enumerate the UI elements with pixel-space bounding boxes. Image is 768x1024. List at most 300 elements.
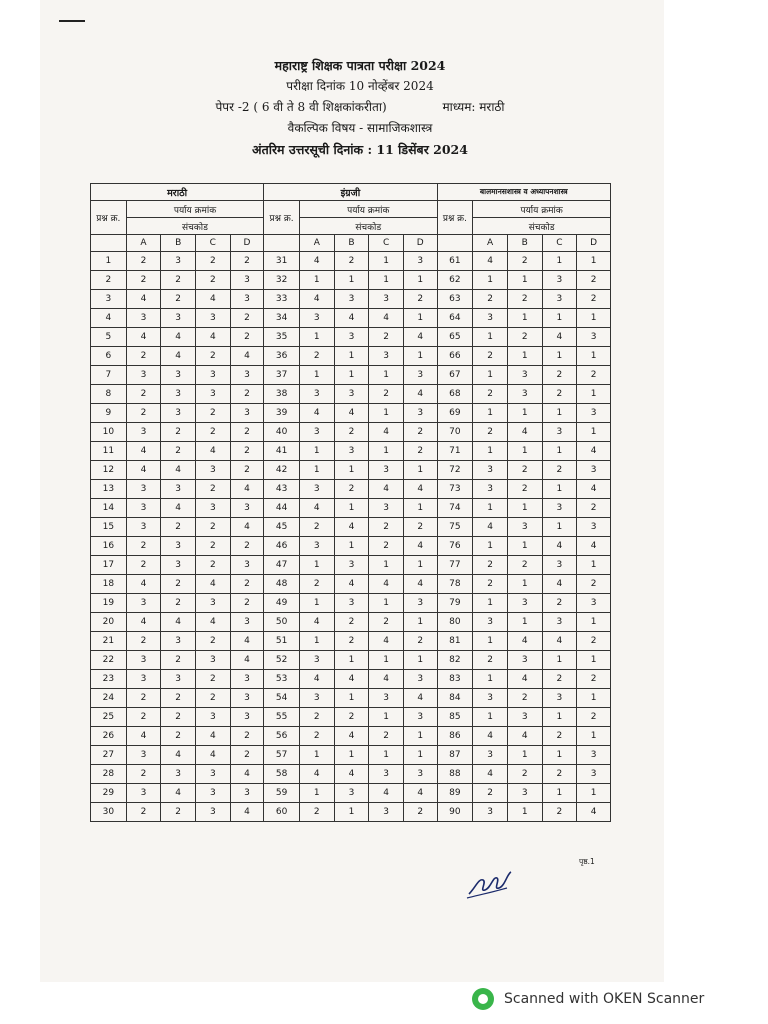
answer-cell: 2 [126,556,161,575]
answer-cell: 3 [334,442,369,461]
answer-cell: 2 [473,556,508,575]
answer-cell: 1 [334,347,369,366]
answer-cell: 2 [577,708,611,727]
answer-cell: 3 [542,689,577,708]
answer-cell: 1 [473,271,508,290]
question-number-cell: 47 [264,556,300,575]
answer-cell: 2 [577,670,611,689]
answer-cell: 2 [161,518,196,537]
answer-cell: 3 [473,803,508,822]
answer-cell: 1 [507,803,542,822]
table-row [91,670,611,689]
answer-cell: 1 [542,252,577,271]
answer-cell: 2 [126,252,161,271]
answer-cell: 3 [299,423,334,442]
question-number-cell: 28 [91,765,127,784]
question-number-cell: 35 [264,328,300,347]
question-number-cell: 39 [264,404,300,423]
answer-cell: 3 [369,461,404,480]
answer-cell: 2 [230,537,264,556]
answer-cell: 2 [230,309,264,328]
answer-cell: 1 [299,632,334,651]
question-number-cell: 56 [264,727,300,746]
answer-cell: 3 [230,404,264,423]
answer-cell: 3 [126,670,161,689]
table-row [91,556,611,575]
question-number-cell: 64 [437,309,473,328]
answer-cell: 3 [369,290,404,309]
answer-cell: 2 [542,670,577,689]
answer-cell: 3 [334,290,369,309]
answer-cell: 2 [161,423,196,442]
answer-cell: 3 [473,689,508,708]
answer-cell: 2 [230,746,264,765]
answer-cell: 2 [577,499,611,518]
answer-cell: 2 [195,537,230,556]
answer-cell: 1 [577,689,611,708]
answer-cell: 4 [473,727,508,746]
answer-cell: 2 [195,670,230,689]
question-number-cell: 48 [264,575,300,594]
question-number-cell: 66 [437,347,473,366]
question-number-cell: 16 [91,537,127,556]
answer-cell: 3 [299,480,334,499]
answer-cell: 4 [126,442,161,461]
answer-cell: 1 [473,442,508,461]
answer-cell: 4 [126,575,161,594]
answer-cell: 2 [195,632,230,651]
answer-cell: 3 [230,689,264,708]
question-number-cell: 22 [91,651,127,670]
table-header [91,184,611,252]
answer-cell: 2 [369,385,404,404]
answer-cell: 4 [473,252,508,271]
table-row [91,252,611,271]
answer-cell: 1 [577,347,611,366]
table-row [91,347,611,366]
table-row [91,613,611,632]
answer-cell: 3 [403,366,437,385]
question-number-cell: 50 [264,613,300,632]
answer-cell: 2 [542,803,577,822]
question-number-cell: 59 [264,784,300,803]
answer-cell: 3 [126,499,161,518]
question-number-cell: 46 [264,537,300,556]
answer-cell: 3 [299,537,334,556]
answer-cell: 1 [577,784,611,803]
code-header-b: B [161,235,196,252]
question-number-cell: 82 [437,651,473,670]
answer-cell: 1 [542,746,577,765]
answer-cell: 3 [230,708,264,727]
answer-cell: 1 [507,575,542,594]
table-row [91,271,611,290]
answer-cell: 4 [195,290,230,309]
answer-cell: 3 [403,252,437,271]
table-row [91,575,611,594]
table-row [91,423,611,442]
answer-cell: 1 [403,499,437,518]
answer-cell: 1 [403,271,437,290]
table-row [91,499,611,518]
answer-cell: 2 [507,480,542,499]
answer-cell: 4 [230,651,264,670]
answer-cell: 2 [473,651,508,670]
answer-cell: 1 [334,651,369,670]
answer-cell: 3 [126,784,161,803]
answer-cell: 2 [507,290,542,309]
question-number-cell: 74 [437,499,473,518]
answer-cell: 2 [126,271,161,290]
answer-cell: 3 [195,309,230,328]
option-number-header: पर्याय क्रमांक [126,201,264,218]
question-number-cell: 33 [264,290,300,309]
answer-cell: 4 [161,499,196,518]
answer-cell: 2 [195,423,230,442]
answer-cell: 4 [161,613,196,632]
question-number-cell: 32 [264,271,300,290]
answer-cell: 3 [195,594,230,613]
question-number-cell: 68 [437,385,473,404]
answer-cell: 1 [369,746,404,765]
question-number-cell: 49 [264,594,300,613]
answer-cell: 1 [542,784,577,803]
set-code-header: संचकोड [473,218,611,235]
answer-cell: 3 [542,613,577,632]
table-row [91,765,611,784]
scanner-watermark [472,988,704,1010]
question-number-cell: 57 [264,746,300,765]
table-row [91,632,611,651]
question-number-cell: 20 [91,613,127,632]
answer-cell: 1 [473,594,508,613]
answer-cell: 3 [369,689,404,708]
answer-cell: 3 [403,404,437,423]
answer-cell: 2 [542,765,577,784]
answer-cell: 3 [195,803,230,822]
code-header-d: D [577,235,611,252]
answer-cell: 2 [299,708,334,727]
code-header-b: B [334,235,369,252]
question-number-cell: 43 [264,480,300,499]
answer-cell: 4 [230,765,264,784]
answer-cell: 1 [299,442,334,461]
answer-cell: 4 [369,575,404,594]
answer-cell: 3 [299,385,334,404]
answer-cell: 4 [369,423,404,442]
answer-cell: 2 [161,442,196,461]
answer-cell: 4 [126,727,161,746]
answer-cell: 2 [473,575,508,594]
answer-cell: 2 [403,442,437,461]
answer-cell: 2 [161,727,196,746]
answer-cell: 1 [542,480,577,499]
answer-cell: 3 [507,366,542,385]
answer-cell: 3 [507,708,542,727]
question-number-cell: 85 [437,708,473,727]
answer-cell: 2 [403,423,437,442]
answer-cell: 3 [161,765,196,784]
table-body [91,252,611,822]
table-row [91,537,611,556]
question-number-cell: 44 [264,499,300,518]
answer-cell: 2 [195,689,230,708]
answer-cell: 3 [161,385,196,404]
answer-cell: 4 [403,689,437,708]
answer-cell: 3 [334,784,369,803]
answer-cell: 1 [473,499,508,518]
answer-cell: 1 [369,252,404,271]
answer-cell: 2 [507,689,542,708]
answer-cell: 4 [299,252,334,271]
answer-cell: 3 [161,252,196,271]
code-header-a: A [299,235,334,252]
answer-cell: 3 [473,309,508,328]
answer-cell: 1 [369,708,404,727]
answer-cell: 2 [507,765,542,784]
answer-cell: 1 [299,271,334,290]
table-row [91,803,611,822]
answer-cell: 4 [126,613,161,632]
answer-cell: 3 [369,347,404,366]
table-row [91,442,611,461]
margin-dash-mark [59,20,85,22]
answer-cell: 2 [126,765,161,784]
answer-cell: 2 [299,347,334,366]
question-number-cell: 63 [437,290,473,309]
answer-cell: 1 [507,442,542,461]
answer-cell: 4 [369,784,404,803]
answer-cell: 1 [403,347,437,366]
table-row [91,385,611,404]
answer-cell: 1 [507,404,542,423]
answer-cell: 4 [230,803,264,822]
question-number-cell: 88 [437,765,473,784]
paper-medium-line [90,97,630,118]
section-english: इंग्रजी [264,184,437,201]
answer-cell: 1 [334,803,369,822]
answer-cell: 4 [369,309,404,328]
answer-cell: 1 [542,404,577,423]
answer-cell: 4 [334,309,369,328]
answer-cell: 1 [403,309,437,328]
answer-cell: 2 [577,290,611,309]
answer-cell: 2 [126,347,161,366]
answer-cell: 1 [334,689,369,708]
answer-cell: 3 [126,651,161,670]
question-number-cell: 78 [437,575,473,594]
answer-cell: 4 [230,347,264,366]
answer-cell: 2 [195,480,230,499]
question-number-header: प्रश्न क्र. [264,201,300,235]
answer-cell: 3 [507,385,542,404]
answer-cell: 4 [542,537,577,556]
answer-cell: 1 [577,309,611,328]
answer-cell: 1 [542,518,577,537]
question-number-cell: 1 [91,252,127,271]
question-number-cell: 23 [91,670,127,689]
question-number-cell: 55 [264,708,300,727]
table-row [91,518,611,537]
question-number-cell: 9 [91,404,127,423]
answer-cell: 3 [507,784,542,803]
answer-cell: 1 [299,461,334,480]
answer-cell: 4 [195,575,230,594]
answer-cell: 3 [161,404,196,423]
question-number-cell: 13 [91,480,127,499]
answer-cell: 3 [507,651,542,670]
answer-cell: 1 [542,442,577,461]
answer-cell: 4 [230,518,264,537]
signature-scribble [463,864,519,902]
table-row [91,708,611,727]
answer-cell: 2 [230,594,264,613]
table-row [91,784,611,803]
answer-cell: 4 [299,404,334,423]
answer-cell: 2 [334,252,369,271]
answer-cell: 2 [195,252,230,271]
answer-cell: 2 [403,632,437,651]
answer-cell: 4 [126,290,161,309]
question-number-cell: 79 [437,594,473,613]
answer-cell: 1 [577,651,611,670]
question-number-cell: 19 [91,594,127,613]
question-number-cell: 45 [264,518,300,537]
answer-cell: 2 [161,594,196,613]
answer-cell: 1 [369,556,404,575]
question-number-cell: 87 [437,746,473,765]
answer-cell: 1 [334,461,369,480]
code-header-a: A [473,235,508,252]
answer-cell: 4 [334,765,369,784]
answer-cell: 1 [369,442,404,461]
answer-cell: 4 [195,746,230,765]
answer-cell: 2 [126,689,161,708]
answer-cell: 4 [299,499,334,518]
question-number-cell: 24 [91,689,127,708]
answer-cell: 4 [195,727,230,746]
answer-cell: 4 [126,328,161,347]
code-header-c: C [195,235,230,252]
question-number-header: प्रश्न क्र. [437,201,473,235]
answer-cell: 1 [403,556,437,575]
answer-cell: 3 [299,651,334,670]
answer-cell: 3 [473,613,508,632]
answer-cell: 4 [161,347,196,366]
question-number-cell: 41 [264,442,300,461]
answer-cell: 4 [507,670,542,689]
answer-cell: 4 [577,480,611,499]
question-number-cell: 83 [437,670,473,689]
answer-cell: 2 [507,252,542,271]
answer-cell: 2 [473,347,508,366]
code-header-a: A [126,235,161,252]
answer-cell: 2 [126,632,161,651]
question-number-cell: 89 [437,784,473,803]
answer-cell: 4 [507,423,542,442]
answer-cell: 1 [577,613,611,632]
answer-cell: 4 [230,632,264,651]
answer-cell: 3 [195,765,230,784]
answer-cell: 3 [577,328,611,347]
answer-cell: 1 [334,499,369,518]
answer-cell: 1 [473,708,508,727]
question-number-cell: 36 [264,347,300,366]
answer-cell: 2 [161,689,196,708]
answer-cell: 2 [161,708,196,727]
answer-cell: 1 [473,670,508,689]
answer-cell: 2 [230,442,264,461]
answer-cell: 3 [299,689,334,708]
answer-cell: 3 [126,423,161,442]
exam-date: परीक्षा दिनांक 10 नोव्हेंबर 2024 [286,79,434,93]
answer-cell: 2 [334,708,369,727]
code-header-d: D [230,235,264,252]
answer-cell: 3 [126,594,161,613]
answer-cell: 1 [369,271,404,290]
scanner-text: Scanned with OKEN Scanner [504,991,705,1007]
question-number-cell: 37 [264,366,300,385]
question-number-cell: 38 [264,385,300,404]
answer-cell: 3 [230,670,264,689]
answer-cell: 2 [126,385,161,404]
table-row [91,689,611,708]
answer-cell: 1 [369,594,404,613]
question-number-cell: 70 [437,423,473,442]
answer-cell: 4 [299,765,334,784]
answer-cell: 3 [195,499,230,518]
answer-cell: 3 [230,499,264,518]
answer-cell: 4 [334,518,369,537]
answer-cell: 1 [473,537,508,556]
answer-cell: 3 [334,594,369,613]
answer-cell: 3 [403,594,437,613]
answer-cell: 2 [230,252,264,271]
answer-cell: 1 [542,651,577,670]
answer-cell: 3 [577,746,611,765]
answer-cell: 4 [334,670,369,689]
answer-cell: 2 [230,727,264,746]
answer-cell: 2 [369,328,404,347]
answer-cell: 4 [507,632,542,651]
question-number-cell: 62 [437,271,473,290]
answer-cell: 3 [473,480,508,499]
question-number-cell: 65 [437,328,473,347]
answer-cell: 4 [403,575,437,594]
option-number-header: पर्याय क्रमांक [473,201,611,218]
answer-cell: 3 [195,385,230,404]
section-pedagogy: बालमानसशास्त्र व अध्यापनशास्त्र [437,184,610,201]
answer-cell: 2 [473,784,508,803]
answer-cell: 1 [473,328,508,347]
table-row [91,366,611,385]
answer-cell: 1 [507,499,542,518]
code-header-c: C [542,235,577,252]
question-number-cell: 26 [91,727,127,746]
page-number: पृष्ठ.1 [579,857,595,866]
answer-cell: 3 [542,271,577,290]
answer-cell: 3 [161,480,196,499]
answer-cell: 2 [299,727,334,746]
answer-cell: 2 [126,537,161,556]
answer-cell: 2 [542,366,577,385]
question-number-cell: 4 [91,309,127,328]
question-number-cell: 17 [91,556,127,575]
question-number-cell: 54 [264,689,300,708]
answer-cell: 1 [507,347,542,366]
answer-cell: 3 [161,366,196,385]
question-number-cell: 7 [91,366,127,385]
